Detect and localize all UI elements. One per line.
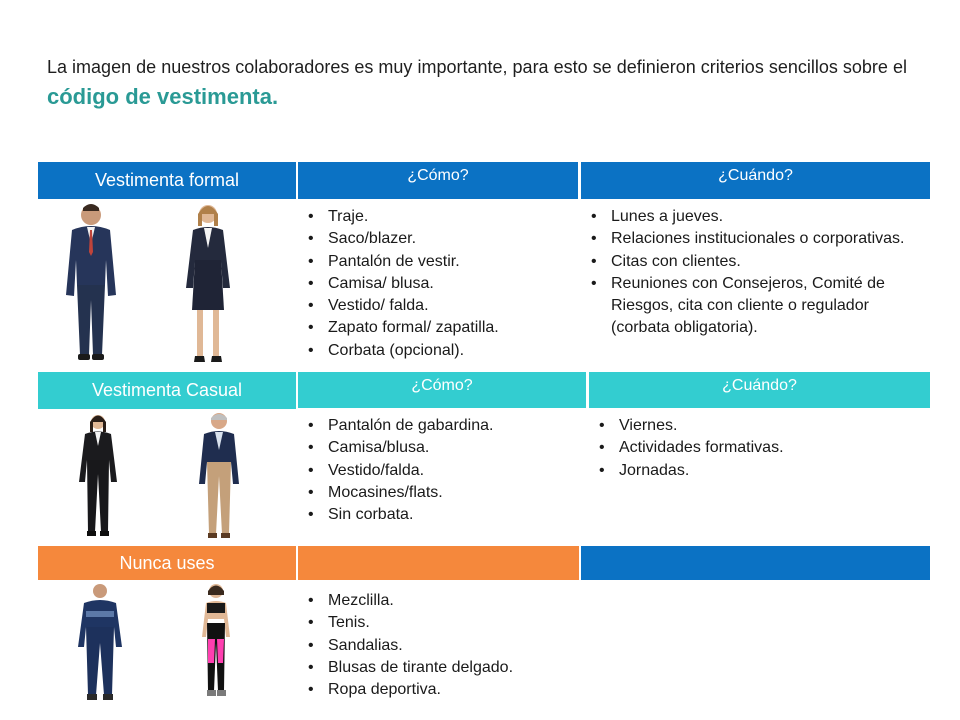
list-item: • Vestido/ falda. xyxy=(298,295,578,317)
list-item: • Traje. xyxy=(298,206,578,228)
intro-text xyxy=(47,52,907,113)
list-item: • Mezclilla. xyxy=(298,590,578,612)
list-item: • Sandalias. xyxy=(298,635,578,657)
list-item: • Zapato formal/ zapatilla. xyxy=(298,317,578,339)
casual-woman-image xyxy=(73,412,123,540)
list-item: • Lunes a jueves. xyxy=(581,206,921,228)
nunca-list xyxy=(298,590,578,701)
casual-como-list xyxy=(298,415,586,526)
formal-man-image xyxy=(56,200,126,365)
list-item: • Corbata (opcional). xyxy=(298,340,578,362)
formal-cuando-list xyxy=(581,206,921,340)
formal-como-header: ¿Cómo? xyxy=(298,162,578,199)
casual-cuando-list xyxy=(589,415,919,482)
formal-woman-image xyxy=(178,200,238,368)
list-item: • Sin corbata. xyxy=(298,504,586,526)
list-item: • Ropa deportiva. xyxy=(298,679,578,701)
formal-como-list xyxy=(298,206,578,362)
list-item: • Blusas de tirante delgado. xyxy=(298,657,578,679)
nunca-title: Nunca uses xyxy=(38,546,296,580)
list-item: • Reuniones con Consejeros, Comité de Riesgos, cita con cliente o regulador (corbata obligatoria). xyxy=(581,273,921,340)
list-item: • Citas con clientes. xyxy=(581,251,921,273)
formal-title: Vestimenta formal xyxy=(38,162,296,199)
list-item: • Relaciones institucionales o corporativas. xyxy=(581,228,921,250)
intro-line: La imagen de nuestros colaboradores es muy importante, para esto se definieron criterios sencillos sobre el xyxy=(47,57,907,77)
nunca-orange-bar xyxy=(298,546,579,580)
list-item: • Tenis. xyxy=(298,612,578,634)
casual-title: Vestimenta Casual xyxy=(38,372,296,409)
list-item: • Camisa/blusa. xyxy=(298,437,586,459)
list-item: • Jornadas. xyxy=(589,460,919,482)
list-item: • Vestido/falda. xyxy=(298,460,586,482)
casual-cuando-header: ¿Cuándo? xyxy=(589,372,930,408)
formal-cuando-header: ¿Cuándo? xyxy=(581,162,930,199)
list-item: • Actividades formativas. xyxy=(589,437,919,459)
casual-man-image xyxy=(194,410,244,542)
list-item: • Pantalón de gabardina. xyxy=(298,415,586,437)
list-item: • Viernes. xyxy=(589,415,919,437)
list-item: • Saco/blazer. xyxy=(298,228,578,250)
list-item: • Camisa/ blusa. xyxy=(298,273,578,295)
list-item: • Pantalón de vestir. xyxy=(298,251,578,273)
list-item: • Mocasines/flats. xyxy=(298,482,586,504)
nunca-blue-bar xyxy=(581,546,930,580)
intro-highlight: código de vestimenta. xyxy=(47,84,279,109)
casual-como-header: ¿Cómo? xyxy=(298,372,586,408)
tracksuit-man-image xyxy=(74,583,126,703)
sports-woman-image xyxy=(193,583,239,703)
